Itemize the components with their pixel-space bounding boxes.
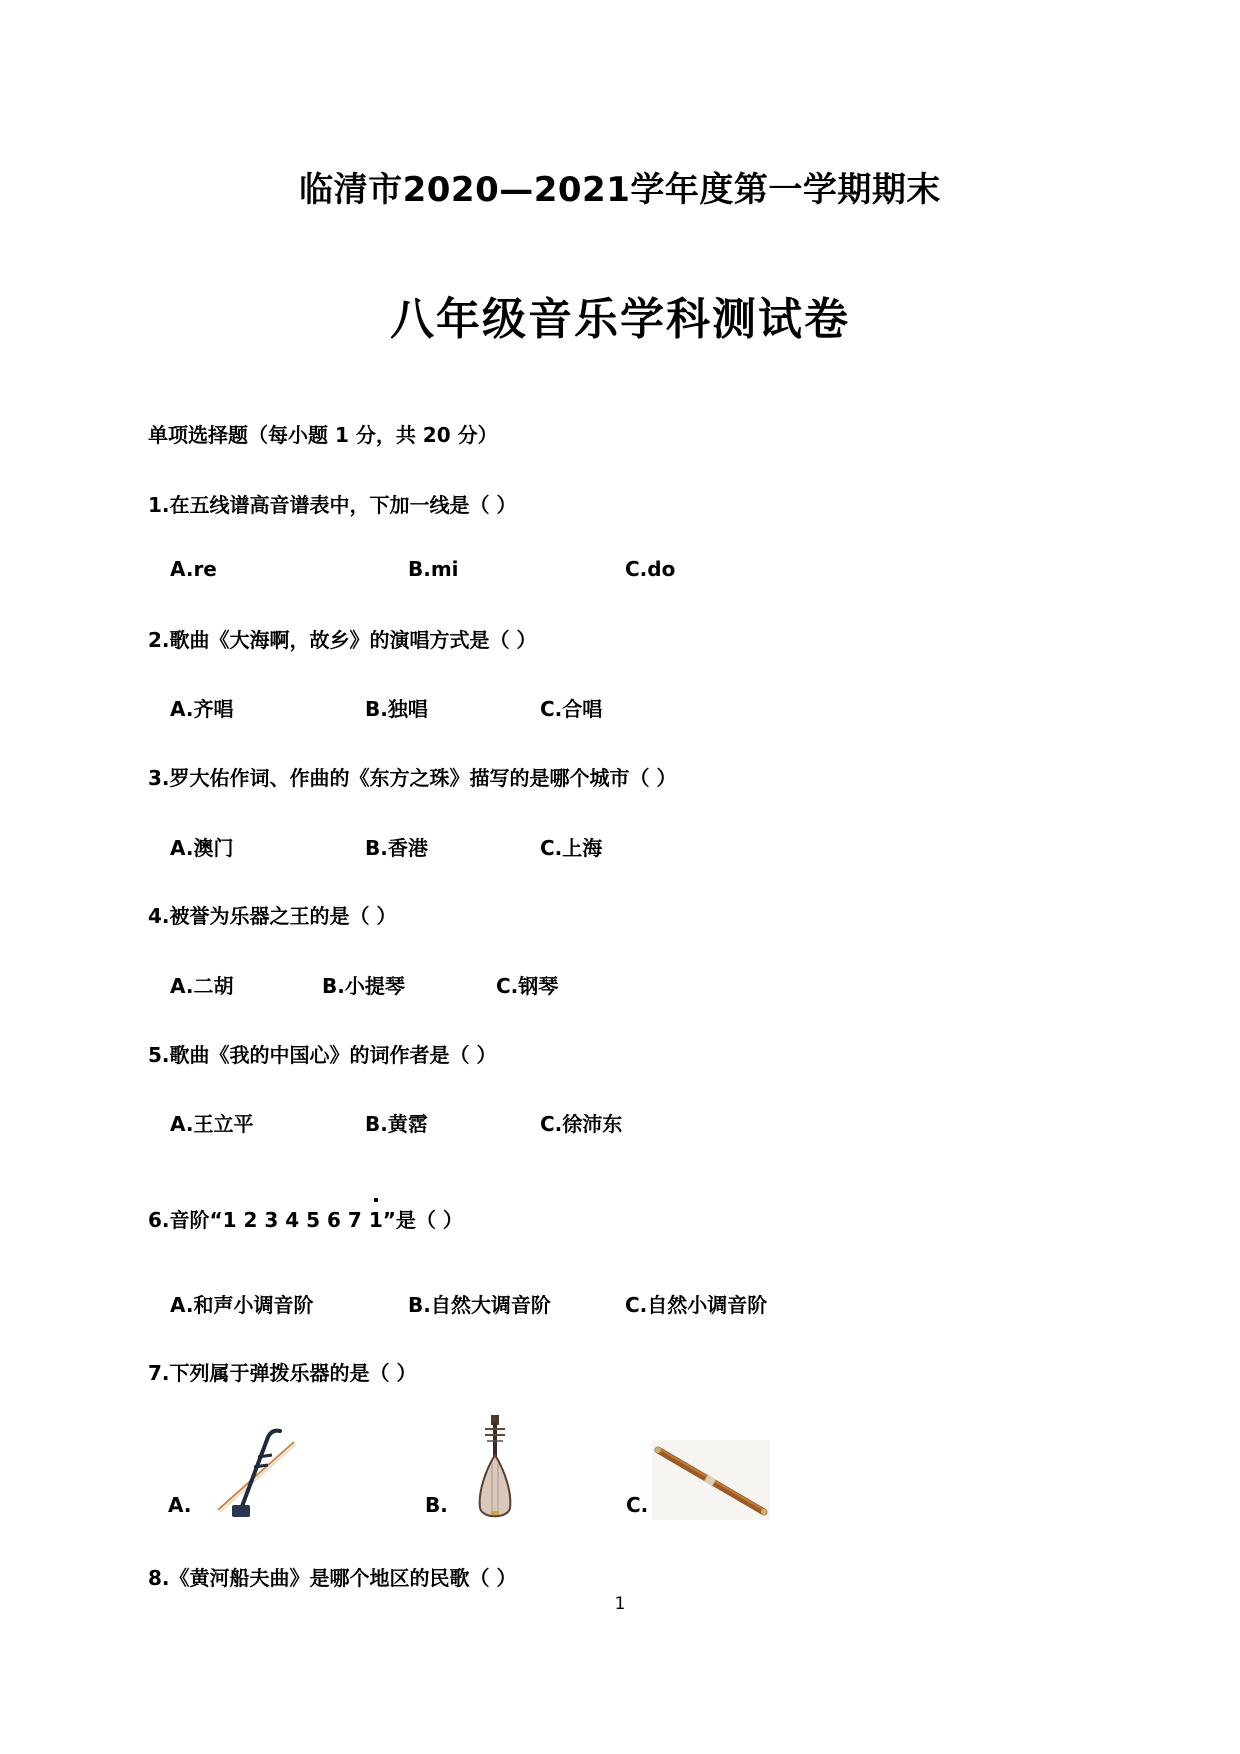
question-3: 3.罗大佑作词、作曲的《东方之珠》描写的是哪个城市（ ）	[148, 766, 677, 790]
question-6-text-prefix: 6.音阶“1 2 3 4 5 6 7	[148, 1208, 369, 1232]
question-6-option-a: A.和声小调音阶	[170, 1293, 314, 1317]
exam-title-school-term: 临清市2020—2021学年度第一学期期末	[299, 170, 941, 210]
question-2-option-c: C.合唱	[540, 697, 603, 721]
question-4-option-a: A.二胡	[170, 974, 234, 998]
high-do-dotted-note: 1	[368, 1208, 383, 1232]
question-2-option-b: B.独唱	[365, 697, 428, 721]
question-1-option-a: A.re	[170, 557, 217, 581]
question-5-option-b: B.黄霑	[365, 1112, 428, 1136]
question-6-option-b: B.自然大调音阶	[408, 1293, 551, 1317]
question-7-option-a-label: A.	[168, 1493, 192, 1517]
question-4-option-b: B.小提琴	[322, 974, 405, 998]
question-6-text-suffix: ”是（ ）	[382, 1208, 463, 1232]
question-7-option-c-label: C.	[626, 1493, 649, 1517]
question-7: 7.下列属于弹拨乐器的是（ ）	[148, 1361, 417, 1385]
question-5-option-a: A.王立平	[170, 1112, 254, 1136]
question-2-option-a: A.齐唱	[170, 697, 234, 721]
question-3-option-b: B.香港	[365, 836, 428, 860]
question-7-option-b-label: B.	[425, 1493, 448, 1517]
question-4-option-c: C.钢琴	[496, 974, 559, 998]
question-5: 5.歌曲《我的中国心》的词作者是（ ）	[148, 1043, 497, 1067]
question-6	[148, 1204, 463, 1233]
question-1-option-c: C.do	[625, 557, 676, 581]
question-6-option-c: C.自然小调音阶	[625, 1293, 768, 1317]
question-1: 1.在五线谱高音谱表中，下加一线是（ ）	[148, 493, 517, 517]
question-8: 8.《黄河船夫曲》是哪个地区的民歌（ ）	[148, 1566, 517, 1590]
question-2: 2.歌曲《大海啊，故乡》的演唱方式是（ ）	[148, 628, 537, 652]
question-3-option-c: C.上海	[540, 836, 603, 860]
section-heading: 单项选择题（每小题 1 分，共 20 分）	[148, 423, 498, 447]
exam-title-subject: 八年级音乐学科测试卷	[390, 294, 850, 345]
page-number: 1	[614, 1594, 626, 1614]
question-1-option-b: B.mi	[408, 557, 459, 581]
pipa-image	[470, 1413, 520, 1523]
question-5-option-c: C.徐沛东	[540, 1112, 623, 1136]
question-4: 4.被誉为乐器之王的是（ ）	[148, 904, 397, 928]
question-3-option-a: A.澳门	[170, 836, 234, 860]
dizi-flute-image	[652, 1440, 770, 1520]
erhu-image	[210, 1425, 300, 1520]
